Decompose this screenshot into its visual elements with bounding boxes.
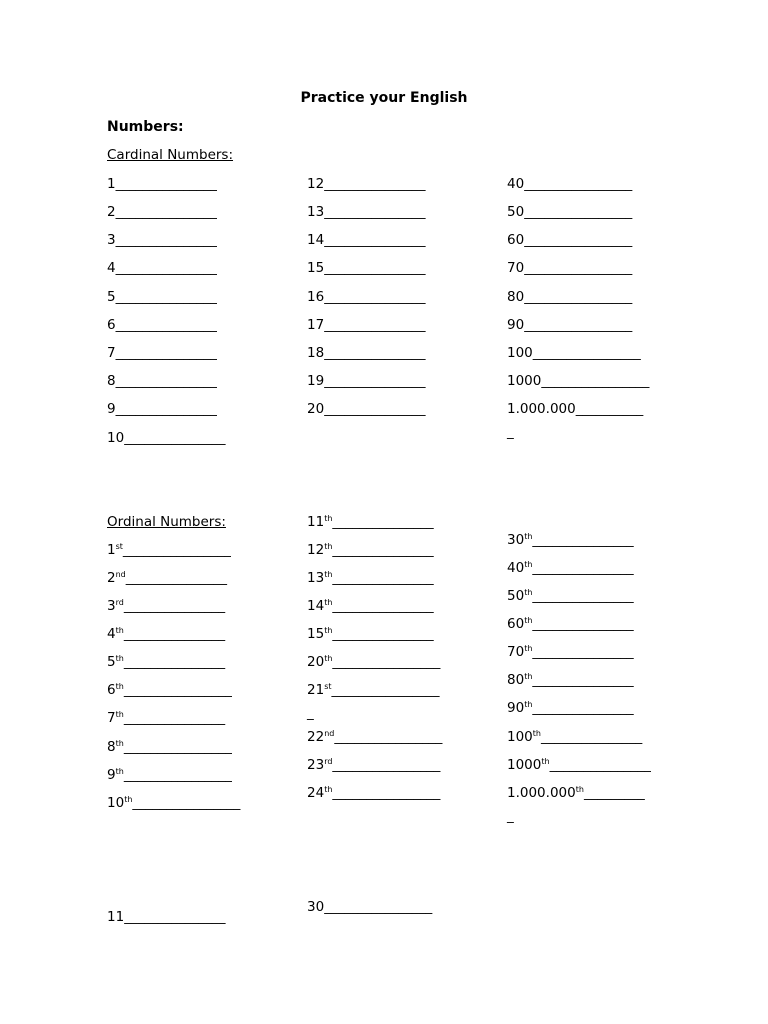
number-label: 13: [307, 570, 325, 586]
number-label: 3: [107, 598, 116, 614]
number-label: 23: [307, 757, 325, 773]
number-label: 13: [307, 204, 325, 220]
number-label: 14: [307, 232, 325, 248]
number-item: [507, 373, 649, 389]
answer-blank[interactable]: _______________: [123, 710, 226, 726]
number-item: [307, 654, 440, 670]
answer-blank[interactable]: _______________: [115, 204, 217, 220]
number-item: [507, 532, 634, 548]
number-label: 22: [307, 729, 325, 745]
ordinal-suffix: th: [115, 739, 124, 748]
number-label: 100: [507, 345, 533, 361]
number-label: 40: [507, 176, 525, 192]
number-item: [307, 899, 432, 915]
number-label: 4: [107, 626, 116, 642]
number-label: 40: [507, 560, 525, 576]
number-item: [107, 654, 225, 670]
answer-blank-continuation[interactable]: _: [507, 808, 514, 824]
number-item: [307, 345, 425, 361]
number-label: 70: [507, 260, 525, 276]
answer-blank[interactable]: _______________: [124, 430, 226, 446]
answer-blank[interactable]: _______________: [324, 289, 426, 305]
answer-blank-continuation[interactable]: _: [307, 705, 314, 721]
answer-blank[interactable]: _______________: [123, 654, 226, 670]
number-item: [507, 289, 632, 305]
ordinal-label: Ordinal Numbers:: [107, 514, 226, 530]
number-label: 4: [107, 260, 116, 276]
number-label: 21: [307, 682, 325, 698]
number-item: [307, 682, 440, 698]
answer-blank[interactable]: ________________: [524, 176, 633, 192]
answer-blank[interactable]: ________________: [332, 654, 441, 670]
answer-blank[interactable]: ________________: [332, 785, 441, 801]
answer-blank[interactable]: ________________: [123, 739, 232, 755]
ordinal-suffix: th: [524, 644, 533, 653]
answer-blank[interactable]: _______________: [532, 672, 634, 688]
number-item: [107, 289, 217, 305]
number-label: 12: [307, 176, 325, 192]
answer-blank[interactable]: ________________: [532, 345, 641, 361]
ordinal-suffix: nd: [324, 729, 335, 738]
answer-blank[interactable]: ________________: [541, 373, 650, 389]
number-item: [107, 710, 225, 726]
answer-blank[interactable]: _______________: [124, 909, 226, 925]
answer-blank[interactable]: _______________: [324, 204, 426, 220]
number-label: 1.000.000: [507, 401, 576, 417]
number-item: [107, 626, 225, 642]
number-item: [507, 700, 634, 716]
number-label: 6: [107, 317, 116, 333]
answer-blank[interactable]: ________________: [524, 260, 633, 276]
number-label: 18: [307, 345, 325, 361]
number-label: 9: [107, 401, 116, 417]
answer-blank[interactable]: _______________: [115, 401, 217, 417]
answer-blank[interactable]: ________________: [332, 757, 441, 773]
number-item: [107, 317, 217, 333]
ordinal-suffix: th: [115, 710, 124, 719]
number-item: [507, 317, 632, 333]
number-label: 8: [107, 739, 116, 755]
number-item: [107, 204, 217, 220]
answer-blank[interactable]: _______________: [332, 570, 434, 586]
answer-blank[interactable]: ________________: [334, 729, 443, 745]
worksheet-title: Practice your English: [300, 90, 468, 106]
number-label: 15: [307, 626, 325, 642]
answer-blank[interactable]: _______________: [115, 260, 217, 276]
number-label: 1000: [507, 373, 542, 389]
number-label: 7: [107, 710, 116, 726]
answer-blank[interactable]: _______________: [125, 570, 227, 586]
ordinal-suffix: st: [115, 542, 123, 551]
ordinal-suffix: rd: [115, 598, 124, 607]
ordinal-suffix: th: [324, 785, 333, 794]
answer-blank[interactable]: ________________: [324, 899, 433, 915]
number-label: 20: [307, 401, 325, 417]
number-item: [307, 729, 442, 745]
ordinal-suffix: th: [541, 757, 550, 766]
ordinal-suffix: th: [324, 598, 333, 607]
answer-blank[interactable]: _______________: [123, 626, 226, 642]
number-label: 90: [507, 700, 525, 716]
answer-blank[interactable]: _______________: [532, 532, 634, 548]
number-item: [107, 795, 240, 811]
number-label: 8: [107, 373, 116, 389]
number-item: [307, 542, 434, 558]
answer-blank[interactable]: _______________: [532, 700, 634, 716]
number-label: 10: [107, 430, 125, 446]
number-label: 80: [507, 289, 525, 305]
answer-blank[interactable]: _______________: [532, 616, 634, 632]
number-item: [107, 401, 217, 417]
number-item: [507, 616, 634, 632]
ordinal-suffix: nd: [115, 570, 126, 579]
number-label: 1.000.000: [507, 785, 576, 801]
ordinal-suffix: th: [324, 514, 333, 523]
number-item: [507, 757, 651, 773]
number-item: [507, 401, 643, 417]
number-item: [107, 260, 217, 276]
answer-blank[interactable]: _______________: [115, 232, 217, 248]
answer-blank[interactable]: _______________: [115, 176, 217, 192]
number-item: [107, 373, 217, 389]
number-item: [507, 785, 645, 801]
answer-blank[interactable]: ________________: [123, 767, 232, 783]
ordinal-suffix: th: [524, 588, 533, 597]
answer-blank[interactable]: _________: [583, 785, 645, 801]
answer-blank[interactable]: _______________: [324, 232, 426, 248]
number-label: 3: [107, 232, 116, 248]
answer-blank[interactable]: _______________: [115, 317, 217, 333]
number-label: 50: [507, 204, 525, 220]
ordinal-suffix: th: [575, 785, 584, 794]
number-item: [307, 260, 425, 276]
number-label: 11: [307, 514, 325, 530]
number-item: [507, 644, 634, 660]
ordinal-suffix: th: [524, 560, 533, 569]
number-label: 100: [507, 729, 533, 745]
ordinal-suffix: th: [324, 654, 333, 663]
ordinal-suffix: th: [115, 682, 124, 691]
ordinal-suffix: th: [324, 570, 333, 579]
number-label: 60: [507, 616, 525, 632]
answer-blank[interactable]: _______________: [532, 588, 634, 604]
number-label: 1: [107, 542, 116, 558]
answer-blank[interactable]: _______________: [541, 729, 643, 745]
number-label: 7: [107, 345, 116, 361]
number-label: 17: [307, 317, 325, 333]
number-item: [107, 909, 225, 925]
number-item: [107, 176, 217, 192]
number-label: 5: [107, 654, 116, 670]
ordinal-suffix: th: [524, 700, 533, 709]
number-label: 9: [107, 767, 116, 783]
ordinal-suffix: th: [524, 672, 533, 681]
ordinal-suffix: th: [115, 767, 124, 776]
answer-blank[interactable]: ________________: [123, 682, 232, 698]
number-label: 1: [107, 176, 116, 192]
answer-blank[interactable]: _______________: [332, 542, 434, 558]
number-item: [307, 232, 425, 248]
section-heading: Numbers:: [107, 119, 184, 135]
number-label: 16: [307, 289, 325, 305]
number-label: 30: [507, 532, 525, 548]
number-item: [107, 598, 225, 614]
answer-blank[interactable]: ________________: [331, 682, 440, 698]
number-item: [307, 598, 434, 614]
number-item: [507, 345, 641, 361]
answer-blank[interactable]: ________________: [122, 542, 231, 558]
number-item: [107, 767, 232, 783]
number-label: 11: [107, 909, 125, 925]
answer-blank[interactable]: _______________: [332, 626, 434, 642]
number-item: [307, 757, 440, 773]
number-label: 90: [507, 317, 525, 333]
number-label: 60: [507, 232, 525, 248]
answer-blank[interactable]: _______________: [332, 598, 434, 614]
ordinal-suffix: th: [115, 626, 124, 635]
number-item: [107, 345, 217, 361]
answer-blank[interactable]: ________________: [524, 232, 633, 248]
ordinal-suffix: th: [324, 626, 333, 635]
number-label: 24: [307, 785, 325, 801]
answer-blank[interactable]: ________________: [524, 317, 633, 333]
number-label: 5: [107, 289, 116, 305]
number-item: [507, 729, 642, 745]
number-label: 70: [507, 644, 525, 660]
number-item: [307, 373, 425, 389]
number-label: 50: [507, 588, 525, 604]
number-label: 2: [107, 570, 116, 586]
number-item: [107, 570, 227, 586]
ordinal-suffix: th: [115, 654, 124, 663]
answer-blank[interactable]: _______________: [324, 401, 426, 417]
ordinal-suffix: st: [324, 682, 332, 691]
number-item: [107, 430, 225, 446]
number-label: 1000: [507, 757, 542, 773]
number-label: 6: [107, 682, 116, 698]
number-item: [107, 542, 231, 558]
number-label: 14: [307, 598, 325, 614]
number-item: [107, 232, 217, 248]
number-label: 15: [307, 260, 325, 276]
answer-blank[interactable]: _______________: [115, 345, 217, 361]
answer-blank[interactable]: ________________: [524, 204, 633, 220]
answer-blank[interactable]: _______________: [549, 757, 651, 773]
number-item: [307, 785, 440, 801]
number-label: 30: [307, 899, 325, 915]
answer-blank[interactable]: _______________: [123, 598, 226, 614]
answer-blank[interactable]: _______________: [332, 514, 434, 530]
number-item: [507, 176, 632, 192]
number-label: 10: [107, 795, 125, 811]
answer-blank[interactable]: ________________: [524, 289, 633, 305]
number-label: 20: [307, 654, 325, 670]
number-item: [307, 204, 425, 220]
number-label: 2: [107, 204, 116, 220]
number-item: [307, 514, 434, 530]
answer-blank[interactable]: _______________: [324, 317, 426, 333]
number-item: [307, 626, 434, 642]
number-item: [507, 588, 634, 604]
number-item: [507, 672, 634, 688]
ordinal-suffix: rd: [324, 757, 333, 766]
number-item: [507, 204, 632, 220]
answer-blank[interactable]: _______________: [324, 260, 426, 276]
answer-blank[interactable]: ________________: [132, 795, 241, 811]
answer-blank[interactable]: _______________: [115, 373, 217, 389]
answer-blank[interactable]: __________: [575, 401, 644, 417]
number-item: [107, 682, 232, 698]
ordinal-suffix: th: [532, 729, 541, 738]
answer-blank[interactable]: _______________: [532, 644, 634, 660]
answer-blank[interactable]: _______________: [324, 345, 426, 361]
ordinal-suffix: th: [124, 795, 133, 804]
answer-blank[interactable]: _______________: [324, 176, 426, 192]
number-item: [307, 317, 425, 333]
ordinal-suffix: th: [524, 616, 533, 625]
number-item: [507, 260, 632, 276]
number-item: [307, 176, 425, 192]
number-label: 12: [307, 542, 325, 558]
answer-blank[interactable]: _______________: [532, 560, 634, 576]
number-item: [107, 739, 232, 755]
number-item: [307, 570, 434, 586]
answer-blank[interactable]: _______________: [115, 289, 217, 305]
number-label: 19: [307, 373, 325, 389]
number-item: [507, 232, 632, 248]
answer-blank[interactable]: _______________: [324, 373, 426, 389]
number-item: [507, 560, 634, 576]
ordinal-suffix: th: [324, 542, 333, 551]
number-item: [307, 289, 425, 305]
ordinal-suffix: th: [524, 532, 533, 541]
answer-blank-continuation[interactable]: _: [507, 424, 514, 440]
number-item: [307, 401, 425, 417]
cardinal-label: Cardinal Numbers:: [107, 147, 234, 163]
number-label: 80: [507, 672, 525, 688]
